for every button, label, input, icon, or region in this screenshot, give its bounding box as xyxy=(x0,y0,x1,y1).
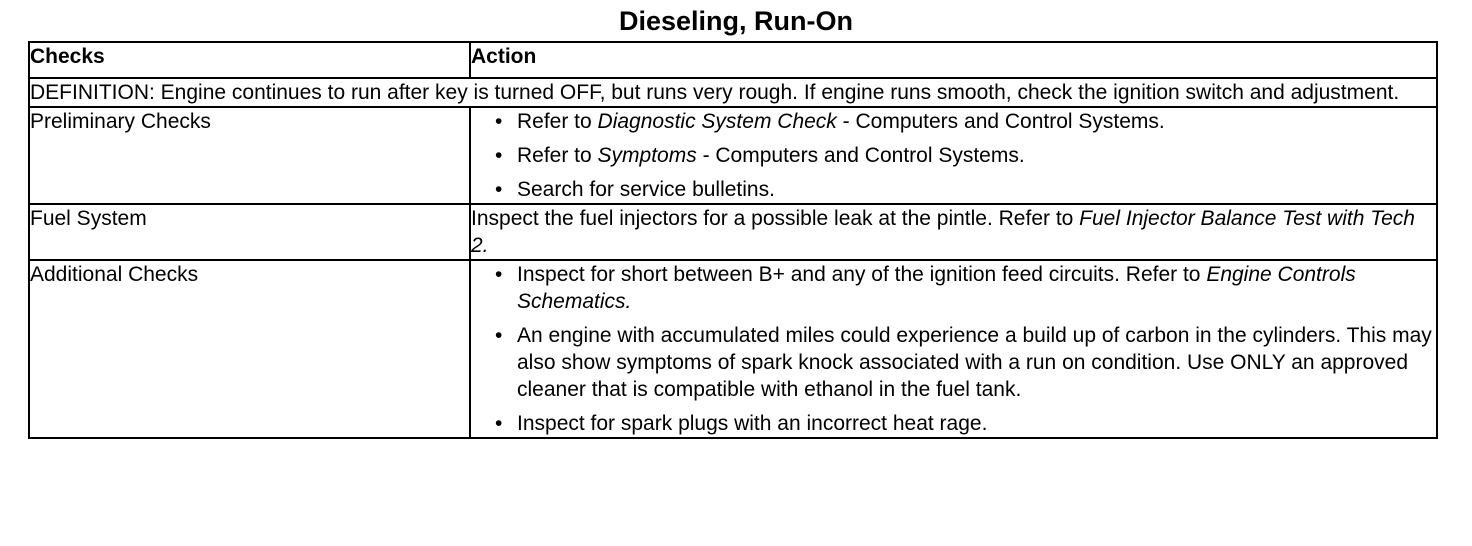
check-label: Additional Checks xyxy=(29,260,470,438)
action-cell xyxy=(470,204,1437,260)
action-text: Inspect for spark plugs with an incorrect heat rage. xyxy=(517,412,988,435)
list-item xyxy=(471,108,1436,135)
action-text: - Computers and Control Systems. xyxy=(696,144,1025,167)
bullet-icon: • xyxy=(495,178,503,201)
bullet-icon: • xyxy=(495,412,503,435)
list-item xyxy=(471,322,1436,403)
page-title: Dieseling, Run-On xyxy=(618,6,853,36)
list-item xyxy=(471,176,1436,203)
table-row xyxy=(29,204,1437,260)
list-item xyxy=(471,142,1436,169)
list-item xyxy=(471,410,1436,437)
action-reference: Diagnostic System Check xyxy=(597,110,837,133)
action-header: Action xyxy=(470,42,1437,78)
diagnostic-table xyxy=(28,41,1438,439)
action-text: An engine with accumulated miles could experience a build up of carbon in the cylinders. This may also show symptoms of spark knock associated with a run on condition. Use ONLY an approved cleaner that is compatible with ethanol in the fuel tank. xyxy=(517,324,1432,401)
table-row xyxy=(29,107,1437,204)
action-text: Refer to xyxy=(517,110,598,133)
action-text: Inspect the fuel injectors for a possible leak at the pintle. Refer to xyxy=(471,207,1080,230)
action-text: - Computers and Control Systems. xyxy=(836,110,1165,133)
bullet-icon: • xyxy=(495,263,503,286)
header-row xyxy=(29,42,1437,78)
definition-row xyxy=(29,78,1437,107)
bullet-icon: • xyxy=(495,324,503,347)
check-label: Fuel System xyxy=(29,204,470,260)
action-reference: Fuel Injector Balance Test with Tech 2. xyxy=(471,207,1415,257)
table-row xyxy=(29,260,1437,438)
action-text: Search for service bulletins. xyxy=(517,178,775,201)
checks-header: Checks xyxy=(29,42,470,78)
action-reference: Symptoms xyxy=(597,144,697,167)
action-text: Refer to xyxy=(517,144,598,167)
action-list xyxy=(471,108,1436,203)
action-cell xyxy=(470,260,1437,438)
action-list xyxy=(471,261,1436,437)
bullet-icon: • xyxy=(495,110,503,133)
list-item xyxy=(471,261,1436,315)
action-reference: Engine Controls Schematics. xyxy=(517,263,1356,313)
check-label: Preliminary Checks xyxy=(29,107,470,204)
action-cell xyxy=(470,107,1437,204)
definition-text: DEFINITION: Engine continues to run after key is turned OFF, but runs very rough. If engine runs smooth, check the ignition switch and adjustment. xyxy=(29,78,1437,107)
action-text: Inspect for short between B+ and any of the ignition feed circuits. Refer to xyxy=(517,263,1207,286)
bullet-icon: • xyxy=(495,144,503,167)
